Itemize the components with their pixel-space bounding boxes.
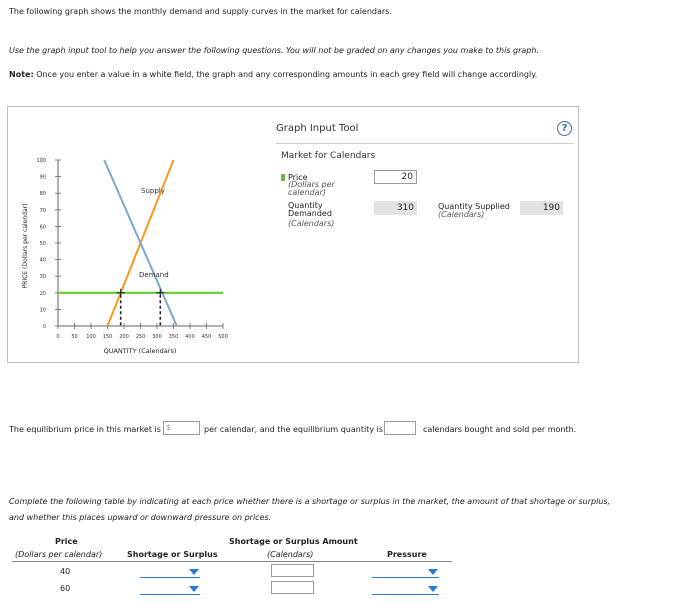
x-tick-label: 450 <box>201 334 212 340</box>
amount-input[interactable] <box>271 564 314 577</box>
note-text <box>9 70 537 79</box>
x-tick-label: 300 <box>152 334 162 340</box>
graph-input-tool <box>270 113 575 359</box>
supply-curve-label: Supply <box>141 187 165 195</box>
table-instruction-1: Complete the following table by indicating at each price whether there is a shortage or surplus in the market, the amount of that shortage or surplus, <box>9 497 611 506</box>
x-tick-label: 200 <box>119 334 129 340</box>
pressure-dropdown[interactable] <box>372 582 439 595</box>
y-tick-label: 30 <box>39 274 46 281</box>
instruction-text: Use the graph input tool to help you answer the following questions. You will not be graded on any changes you make to this graph. <box>9 46 539 55</box>
y-tick-label: 60 <box>39 224 46 231</box>
header-price-unit: (Dollars per calendar) <box>15 550 103 559</box>
note-label: Note: <box>9 70 34 79</box>
y-axis-label: PRICE (Dollars per calendar) <box>22 203 29 289</box>
chevron-down-icon <box>189 569 199 575</box>
quantity-demanded-unit: (Calendars) <box>288 219 335 228</box>
x-tick-label: 0 <box>56 334 60 340</box>
equilibrium-price-input[interactable] <box>163 421 200 435</box>
header-amount-unit: (Calendars) <box>267 550 314 559</box>
help-icon[interactable]: ? <box>557 121 572 136</box>
quantity-supplied-label: Quantity Supplied <box>438 202 510 211</box>
y-tick-label: 80 <box>39 191 46 198</box>
chevron-down-icon <box>428 586 438 592</box>
y-tick-label: 100 <box>36 158 46 164</box>
price-label: Price <box>288 173 308 182</box>
price-unit: (Dollars per calendar) <box>288 180 335 197</box>
demand-curve <box>104 160 177 326</box>
x-tick-label: 400 <box>185 334 195 340</box>
x-tick-label: 100 <box>86 334 96 340</box>
chevron-down-icon <box>189 586 199 592</box>
dropdown-underline <box>140 594 200 595</box>
equilibrium-suffix: calendars bought and sold per month. <box>423 425 577 434</box>
y-tick-label: 0 <box>42 324 46 330</box>
tool-divider <box>276 143 574 144</box>
equilibrium-prefix: The equilibrium price in this market is <box>9 425 161 434</box>
row-price: 40 <box>60 567 71 576</box>
x-tick-label: 350 <box>168 334 179 340</box>
intro-text: The following graph shows the monthly demand and supply curves in the market for calendars. <box>9 7 392 16</box>
x-tick-label: 250 <box>135 334 146 340</box>
table-instruction-2: and whether this places upward or downward pressure on prices. <box>9 513 272 522</box>
y-tick-label: 90 <box>39 174 46 181</box>
table-header-rule <box>12 561 452 562</box>
shortage-surplus-dropdown[interactable] <box>140 565 200 578</box>
header-shortage-surplus: Shortage or Surplus <box>127 550 218 559</box>
header-price: Price <box>55 537 78 546</box>
amount-input[interactable] <box>271 581 314 594</box>
dropdown-underline <box>372 577 439 578</box>
dropdown-underline <box>140 577 200 578</box>
quantity-demanded-value: 310 <box>374 201 417 215</box>
price-color-swatch <box>281 174 285 181</box>
quantity-demanded-label: Quantity Demanded <box>288 201 332 218</box>
demand-curve-label: Demand <box>139 271 169 279</box>
header-amount: Shortage or Surplus Amount <box>229 537 358 546</box>
note-body: Once you enter a value in a white field, the graph and any corresponding amounts in each grey field will change accordingly. <box>36 70 538 79</box>
x-tick-label: 500 <box>218 334 228 340</box>
x-axis-label: QUANTITY (Calendars) <box>103 347 177 355</box>
tool-title: Graph Input Tool <box>276 123 359 134</box>
x-tick-label: 50 <box>71 334 78 340</box>
chevron-down-icon <box>428 569 438 575</box>
market-title: Market for Calendars <box>281 151 376 161</box>
dollar-prefix: $ <box>166 423 172 432</box>
x-tick-label: 150 <box>102 334 113 340</box>
y-tick-label: 10 <box>39 307 46 314</box>
shortage-surplus-dropdown[interactable] <box>140 582 200 595</box>
equilibrium-quantity-input[interactable] <box>384 421 416 435</box>
header-pressure: Pressure <box>387 550 427 559</box>
pressure-dropdown[interactable] <box>372 565 439 578</box>
demand-supply-chart <box>8 107 276 362</box>
y-tick-label: 20 <box>39 290 46 297</box>
y-tick-label: 70 <box>39 207 46 214</box>
row-price: 60 <box>60 584 71 593</box>
graph-panel <box>7 106 579 363</box>
quantity-supplied-value: 190 <box>520 201 563 215</box>
quantity-supplied-unit: (Calendars) <box>438 210 485 219</box>
y-tick-label: 40 <box>39 257 46 264</box>
equilibrium-middle: per calendar, and the equilibrium quantity is <box>204 425 383 434</box>
dropdown-underline <box>372 594 439 595</box>
y-tick-label: 50 <box>39 241 46 247</box>
price-input[interactable]: 20 <box>374 170 417 184</box>
